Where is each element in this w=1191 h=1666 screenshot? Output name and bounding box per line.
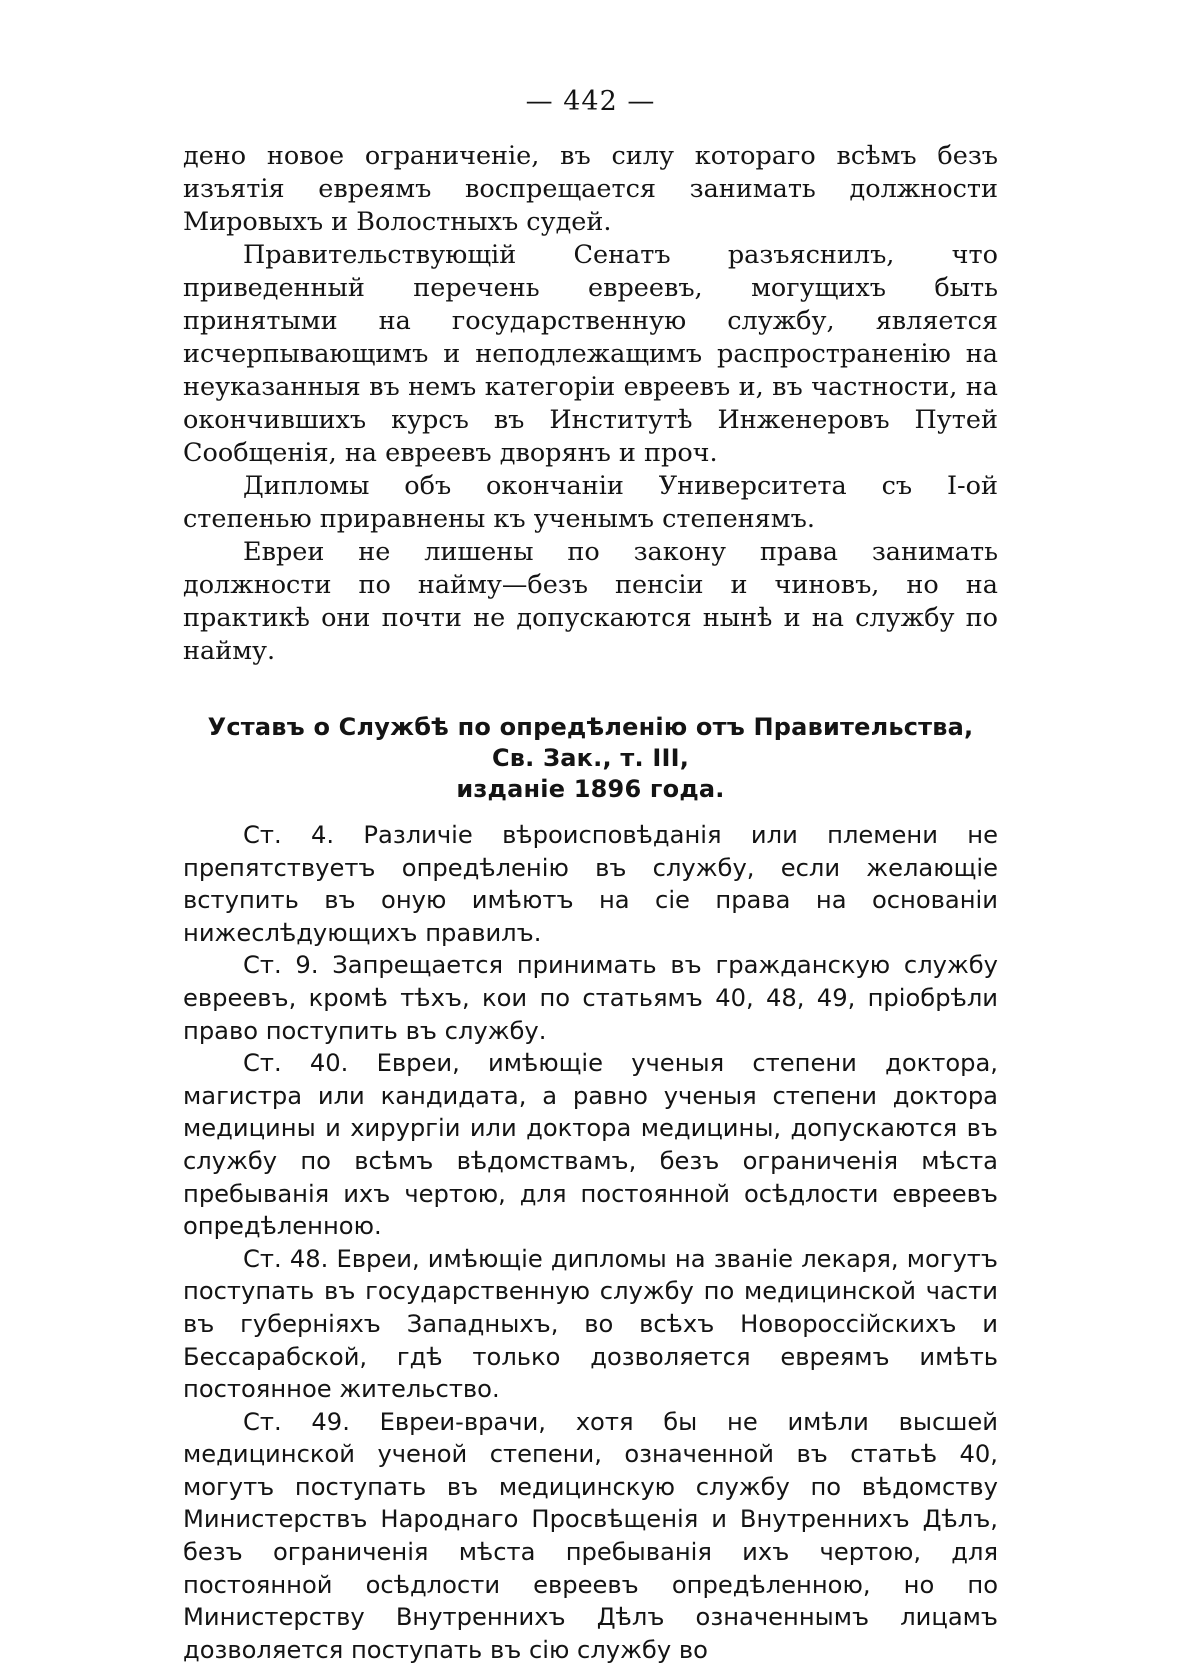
paragraph: Правительствующій Сенатъ разъяснилъ, что приведенный перечень евреевъ, могущихъ быть принятыми на государственную службу, является исчерпывающимъ и неподлежащимъ распространенію на неуказанныя въ немъ категоріи евреевъ и, въ частности, на окончившихъ курсъ въ Институтѣ Инженеровъ Путей Сообщенія, на евреевъ дворянъ и проч. [183,240,998,468]
book-page [183,86,998,1666]
paragraph: дено новое ограниченіе, въ силу котораго всѣмъ безъ изъятія евреямъ воспрещается занимать должности Мировыхъ и Волостныхъ судей. [183,141,998,237]
paragraph: Евреи не лишены по закону права занимать должности по найму—безъ пенсіи и чиновъ, но на практикѣ они почти не допускаются нынѣ и на службу по найму. [183,537,998,666]
section-heading [183,712,998,805]
article-9: Ст. 9. Запрещается принимать въ гражданскую службу евреевъ, кромѣ тѣхъ, кои по статьямъ 40, 48, 49, пріобрѣли право поступить въ службу. [183,951,998,1045]
articles-block [183,819,998,1666]
article-48: Ст. 48. Евреи, имѣющіе дипломы на званіе лекаря, могутъ поступать въ государственную службу по медицинской части въ губерніяхъ Западныхъ, во всѣхъ Новороссійскихъ и Бессарабской, гдѣ только дозволяется евреямъ имѣть постоянное жительство. [183,1244,998,1404]
article-4: Ст. 4. Различіе вѣроисповѣданія или племени не препятствуетъ опредѣленію въ службу, если желающіе вступить въ оную имѣютъ на сіе права на основаніи нижеслѣдующихъ правилъ. [183,821,998,947]
article-40: Ст. 40. Евреи, имѣющіе ученыя степени доктора, магистра или кандидата, а равно ученыя степени доктора медицины и хирургіи или доктора медицины, допускаются въ службу по всѣмъ вѣдомствамъ, безъ ограниченія мѣста пребыванія ихъ чертою, для постоянной осѣдлости евреевъ опредѣленною. [183,1049,998,1241]
section-heading-line: изданіе 1896 года. [456,775,725,803]
page-number: — 442 — [525,86,656,117]
paragraph: Дипломы объ окончаніи Университета съ I-ой степенью приравнены къ ученымъ степенямъ. [183,471,998,534]
section-heading-line: Уставъ о Службѣ по опредѣленію отъ Правительства, Св. Зак., т. III, [207,713,974,772]
intro-text-block [183,140,998,668]
article-49: Ст. 49. Евреи-врачи, хотя бы не имѣли высшей медицинской ученой степени, означенной въ статьѣ 40, могутъ поступать въ медицинскую службу по вѣдомству Министерствъ Народнаго Просвѣщенія и Внутреннихъ Дѣлъ, безъ ограниченія мѣста пребыванія ихъ чертою, для постоянной осѣдлости евреевъ опредѣленною, но по Министерству Внутреннихъ Дѣлъ означеннымъ лицамъ дозволяется поступать въ сію службу во [183,1407,998,1664]
